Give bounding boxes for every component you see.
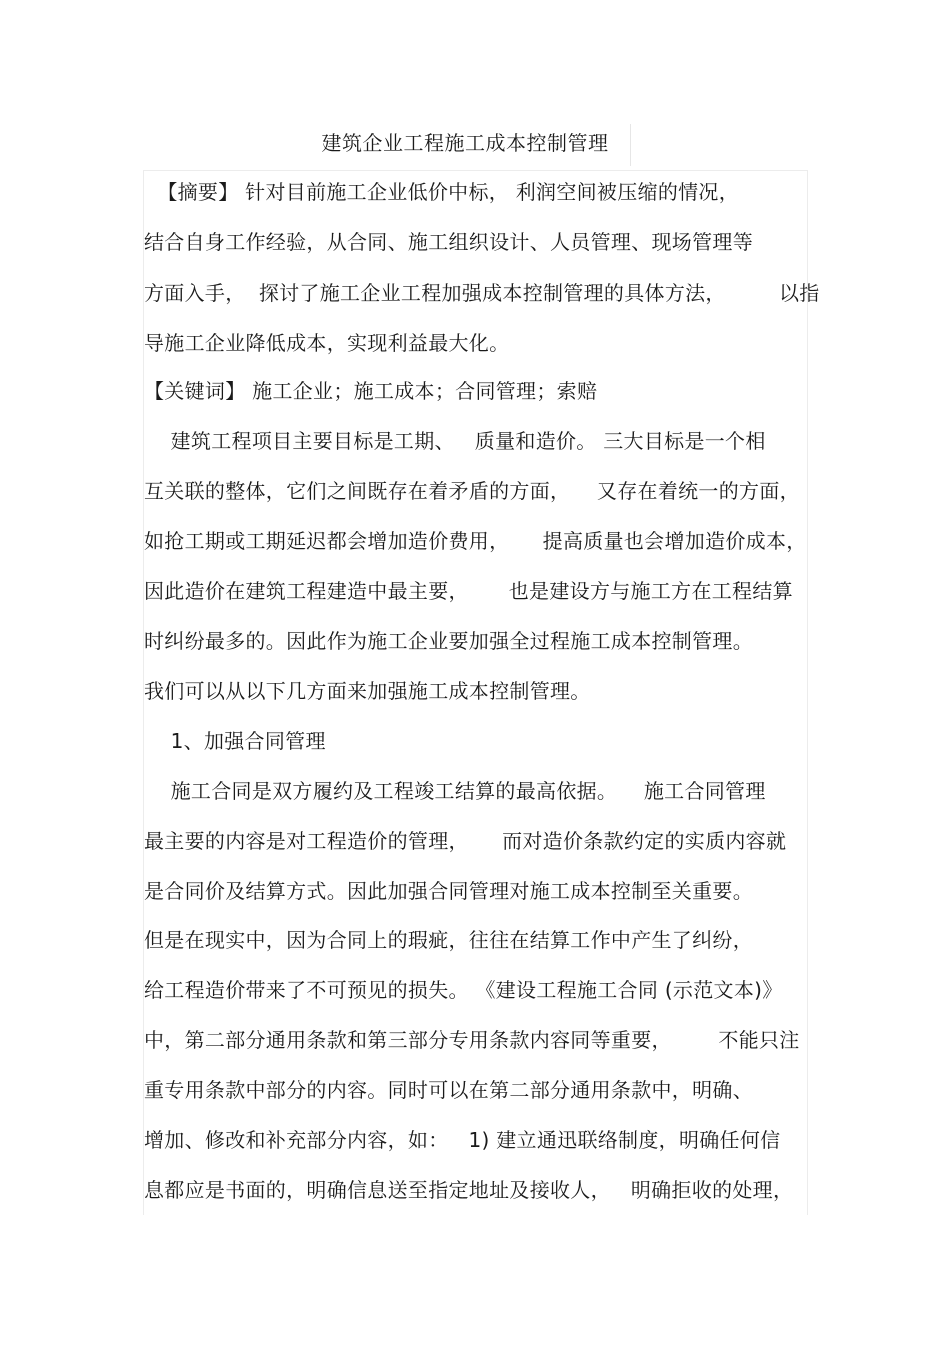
text-line: 因此造价在建筑工程建造中最主要， 也是建设方与施工方在工程结算 bbox=[144, 579, 793, 603]
text-line: 互关联的整体，它们之间既存在着矛盾的方面， 又存在着统一的方面， bbox=[144, 479, 800, 503]
text-line: 重专用条款中部分的内容。同时可以在第二部分通用条款中，明确、 bbox=[144, 1078, 753, 1102]
section-heading: 1、加强合同管理 bbox=[144, 729, 326, 753]
text-line: 增加、修改和补充部分内容，如： 1) 建立通迅联络制度，明确任何信 bbox=[144, 1128, 781, 1152]
text-line: 时纠纷最多的。因此作为施工企业要加强全过程施工成本控制管理。 bbox=[144, 629, 753, 653]
text-line: 方面入手， 探讨了施工企业工程加强成本控制管理的具体方法， 以指 bbox=[144, 281, 820, 305]
text-line: 建筑工程项目主要目标是工期、 质量和造价。 三大目标是一个相 bbox=[144, 429, 766, 453]
text-frame-top bbox=[143, 170, 808, 171]
text-line: 如抢工期或工期延迟都会增加造价费用， 提高质量也会增加造价成本， bbox=[144, 529, 807, 553]
text-line: 是合同价及结算方式。因此加强合同管理对施工成本控制至关重要。 bbox=[144, 879, 753, 903]
text-line: 给工程造价带来了不可预见的损失。 《建设工程施工合同 (示范文本)》 bbox=[144, 978, 783, 1002]
text-line: 息都应是书面的，明确信息送至指定地址及接收人， 明确拒收的处理， bbox=[144, 1178, 794, 1202]
text-line: 最主要的内容是对工程造价的管理， 而对造价条款约定的实质内容就 bbox=[144, 829, 787, 853]
document-title: 建筑企业工程施工成本控制管理 bbox=[321, 131, 609, 155]
text-line: 我们可以从以下几方面来加强施工成本控制管理。 bbox=[144, 679, 591, 703]
keywords-line: 【关键词】 施工企业；施工成本；合同管理；索赔 bbox=[144, 379, 598, 403]
text-line: 导施工企业降低成本，实现利益最大化。 bbox=[144, 331, 510, 355]
text-line: 但是在现实中，因为合同上的瑕疵，往往在结算工作中产生了纠纷， bbox=[144, 928, 753, 952]
text-line: 施工合同是双方履约及工程竣工结算的最高依据。 施工合同管理 bbox=[144, 779, 766, 803]
text-line: 中，第二部分通用条款和第三部分专用条款内容同等重要， 不能只注 bbox=[144, 1028, 800, 1052]
text-line: 结合自身工作经验，从合同、施工组织设计、人员管理、现场管理等 bbox=[144, 230, 753, 254]
text-line: 【摘要】 针对目前施工企业低价中标， 利润空间被压缩的情况， bbox=[144, 180, 740, 204]
